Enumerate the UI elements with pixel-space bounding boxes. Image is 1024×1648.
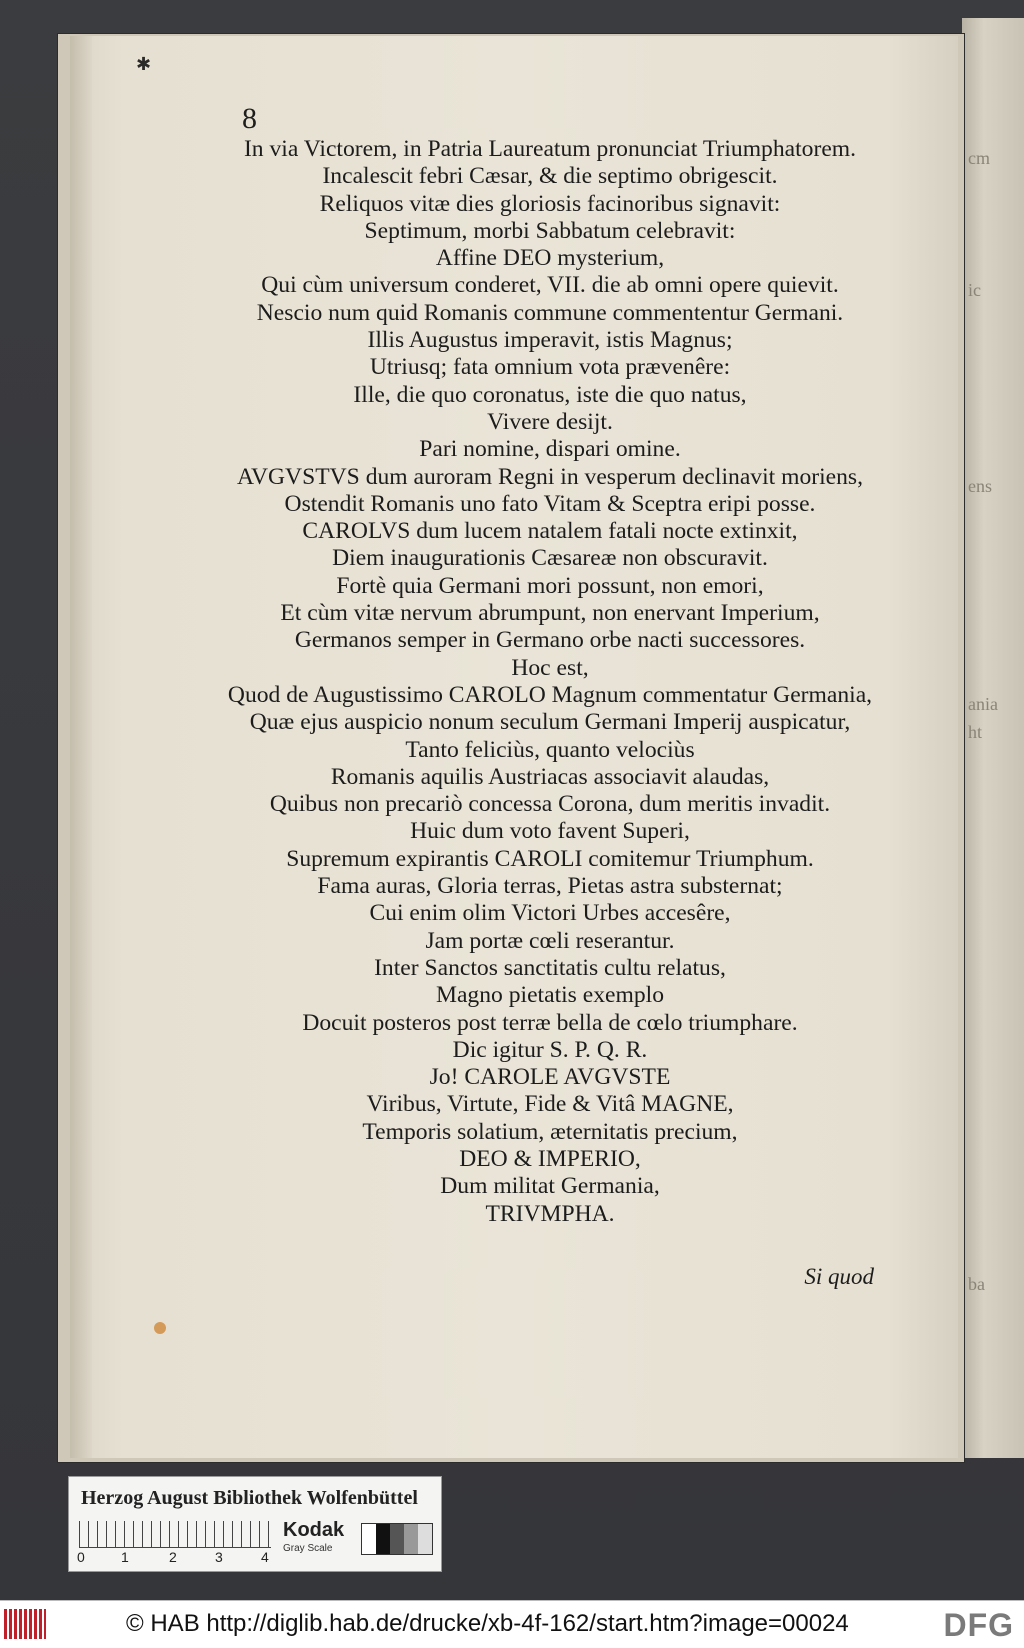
text-line: TRIVMPHA.	[485, 1200, 615, 1227]
catchword: Si quod	[804, 1264, 874, 1289]
text-line: Huic dum voto favent Superi,	[410, 818, 690, 845]
text-line: Affine DEO mysterium,	[435, 245, 665, 272]
measurement-ruler	[79, 1521, 271, 1548]
text-line: Supremum expirantis CAROLI comitemur Triumphum.	[286, 845, 814, 872]
hab-logo-icon[interactable]	[4, 1609, 46, 1639]
text-line: Illis Augustus imperavit, istis Magnus;	[367, 327, 733, 354]
kodak-brand: Kodak	[283, 1519, 345, 1541]
text-line: Germanos semper in Germano orbe nacti successores.	[294, 627, 806, 654]
text-line: Dic igitur S. P. Q. R.	[452, 1036, 648, 1063]
text-line: Quæ ejus auspicio nonum seculum Germani Imperij auspicatur,	[249, 709, 851, 736]
viewer-footer	[0, 1600, 1024, 1648]
text-line: Pari nomine, dispari omine.	[419, 436, 681, 463]
ruler-number: 3	[215, 1549, 223, 1565]
text-line: Dum militat Germania,	[440, 1173, 660, 1200]
text-line: CAROLVS dum lucem natalem fatali nocte extinxit,	[302, 518, 798, 545]
text-line: Hoc est,	[511, 654, 589, 681]
text-line: Quod de Augustissimo CAROLO Magnum commentatur Germania,	[227, 681, 873, 708]
text-line: Fama auras, Gloria terras, Pietas astra substernat;	[317, 873, 783, 900]
gray-patch	[376, 1524, 390, 1554]
facing-page-fragment: ic	[968, 280, 981, 300]
text-line: Inter Sanctos sanctitatis cultu relatus,	[374, 954, 726, 981]
text-line: Quibus non precariò concessa Corona, dum meritis invadit.	[269, 791, 831, 818]
text-line: Ille, die quo coronatus, iste die quo natus,	[353, 381, 747, 408]
ruler-number: 0	[77, 1549, 85, 1565]
text-line: Septimum, morbi Sabbatum celebravit:	[364, 217, 736, 244]
facing-page-fragment: ba	[968, 1274, 985, 1294]
gray-patch	[418, 1524, 432, 1554]
facing-page-fragment: ht	[968, 722, 983, 742]
dfg-logo[interactable]: DFG	[943, 1607, 1014, 1643]
page-gutter	[70, 36, 92, 1458]
ruler-number: 1	[121, 1549, 129, 1565]
text-line: Fortè quia Germani mori possunt, non emori,	[336, 572, 764, 599]
text-line: Viribus, Virtute, Fide & Vitâ MAGNE,	[366, 1091, 734, 1118]
facing-page-fragment: ania	[968, 694, 998, 714]
text-line: Reliquos vitæ dies gloriosis facinoribus signavit:	[319, 190, 781, 217]
text-line: Cui enim olim Victori Urbes accesêre,	[369, 900, 731, 927]
library-name: Herzog August Bibliothek Wolfenbüttel	[81, 1487, 418, 1509]
text-line: Docuit posteros post terræ bella de cœlo triumphare.	[302, 1009, 798, 1036]
gray-scale-patches	[361, 1523, 433, 1555]
text-line: Temporis solatium, æternitatis precium,	[362, 1118, 738, 1145]
ruler-number: 2	[169, 1549, 177, 1565]
gray-patch	[390, 1524, 404, 1554]
text-line: Nescio num quid Romanis commune commententur Germani.	[256, 299, 844, 326]
text-line: Et cùm vitæ nervum abrumpunt, non enervant Imperium,	[280, 600, 820, 627]
text-line: Diem inaugurationis Cæsareæ non obscuravit.	[332, 545, 768, 572]
ruler-number: 4	[261, 1549, 269, 1565]
text-line: Qui cùm universum conderet, VII. die ab omni opere quievit.	[261, 272, 839, 299]
text-line: Jo! CAROLE AVGVSTE	[429, 1064, 671, 1091]
text-line: Vivere desijt.	[487, 408, 613, 435]
text-line: Jam portæ cœli reserantur.	[425, 927, 675, 954]
text-line: AVGVSTVS dum auroram Regni in vesperum declinavit moriens,	[236, 463, 864, 490]
kodak-subtitle: Gray Scale	[283, 1543, 333, 1554]
text-line: Tanto feliciùs, quanto velociùs	[405, 736, 695, 763]
paper-stain	[154, 1322, 166, 1334]
text-line: Ostendit Romanis uno fato Vitam & Sceptra eripi posse.	[284, 490, 816, 517]
page-number: 8	[242, 102, 257, 135]
facing-page-fragment: cm	[968, 148, 990, 168]
facing-page-edge	[962, 18, 1024, 1458]
poem-text	[190, 136, 910, 1228]
source-url[interactable]: © HAB http://diglib.hab.de/drucke/xb-4f-162/start.htm?image=00024	[126, 1610, 849, 1637]
ornament-icon: ✱	[136, 54, 152, 74]
facing-page-fragment: ens	[968, 476, 992, 496]
text-line: In via Victorem, in Patria Laureatum pronunciat Triumphatorem.	[243, 136, 857, 162]
text-line: Romanis aquilis Austriacas associavit alaudas,	[330, 763, 770, 790]
text-line: Utriusq; fata omnium vota prævenêre:	[369, 354, 731, 381]
text-line: Magno pietatis exemplo	[435, 982, 665, 1009]
gray-patch	[404, 1524, 418, 1554]
gray-patch	[362, 1524, 376, 1554]
book-page	[70, 36, 958, 1458]
text-line: DEO & IMPERIO,	[459, 1145, 641, 1172]
text-line: Incalescit febri Cæsar, & die septimo obrigescit.	[322, 163, 778, 190]
color-calibration-card	[68, 1476, 442, 1572]
